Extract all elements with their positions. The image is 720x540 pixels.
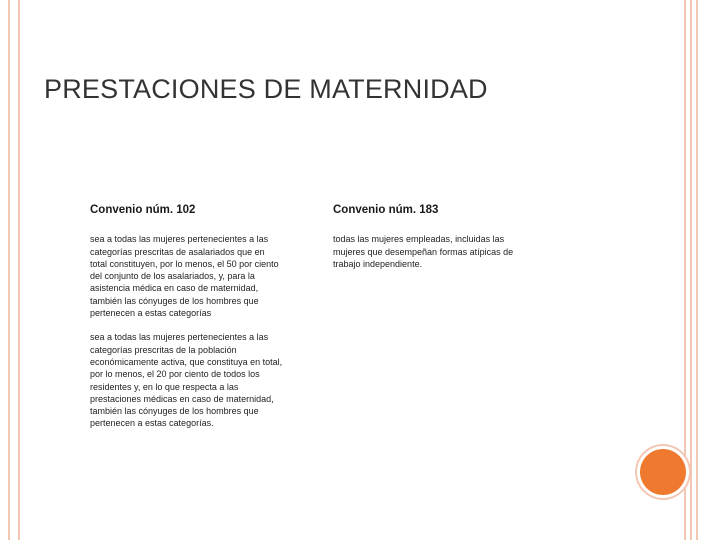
decorative-orange-circle [640,449,686,495]
convenio-102-paragraph-2 [90,331,310,429]
text-line: pertenecen a estas categorías. [90,418,214,429]
convenio-102-heading: Convenio núm. 102 [90,204,196,216]
convenio-102-column [90,204,310,442]
convenio-183-heading: Convenio núm. 183 [333,204,439,216]
text-line: prestaciones médicas en caso de maternidad, [90,393,274,404]
text-line: sea a todas las mujeres pertenecientes a las [90,332,269,343]
convenio-183-paragraph [333,233,548,270]
convenio-183-column [333,204,548,282]
text-line: también las cónyuges de los hombres que [90,406,259,417]
text-line: residentes y, en lo que respecta a las [90,381,239,392]
left-decorative-frame [8,0,20,540]
text-line: todas las mujeres empleadas, incluidas las [333,234,505,245]
right-decorative-frame-line [690,0,692,540]
text-line: asistencia médica en caso de maternidad, [90,283,259,294]
text-line: trabajo independiente. [333,258,423,269]
text-line: por lo menos, el 20 por ciento de todos los [90,369,260,380]
text-line: mujeres que desempeñan formas atípicas de [333,246,514,257]
text-line: económicamente activa, que constituya en total, [90,356,283,367]
text-line: categorías prescritas de la población [90,344,237,355]
text-line: del conjunto de los asalariados, y, para la [90,271,255,282]
text-line: pertenecen a estas categorías [90,308,212,319]
text-line: total constituyen, por lo menos, el 50 por ciento [90,258,279,269]
text-line: categorías prescritas de asalariados que en [90,246,265,257]
text-line: sea a todas las mujeres pertenecientes a las [90,234,269,245]
text-line: también las cónyuges de los hombres que [90,295,259,306]
convenio-102-paragraph-1 [90,233,310,319]
slide-title: PRESTACIONES DE MATERNIDAD [44,74,488,104]
